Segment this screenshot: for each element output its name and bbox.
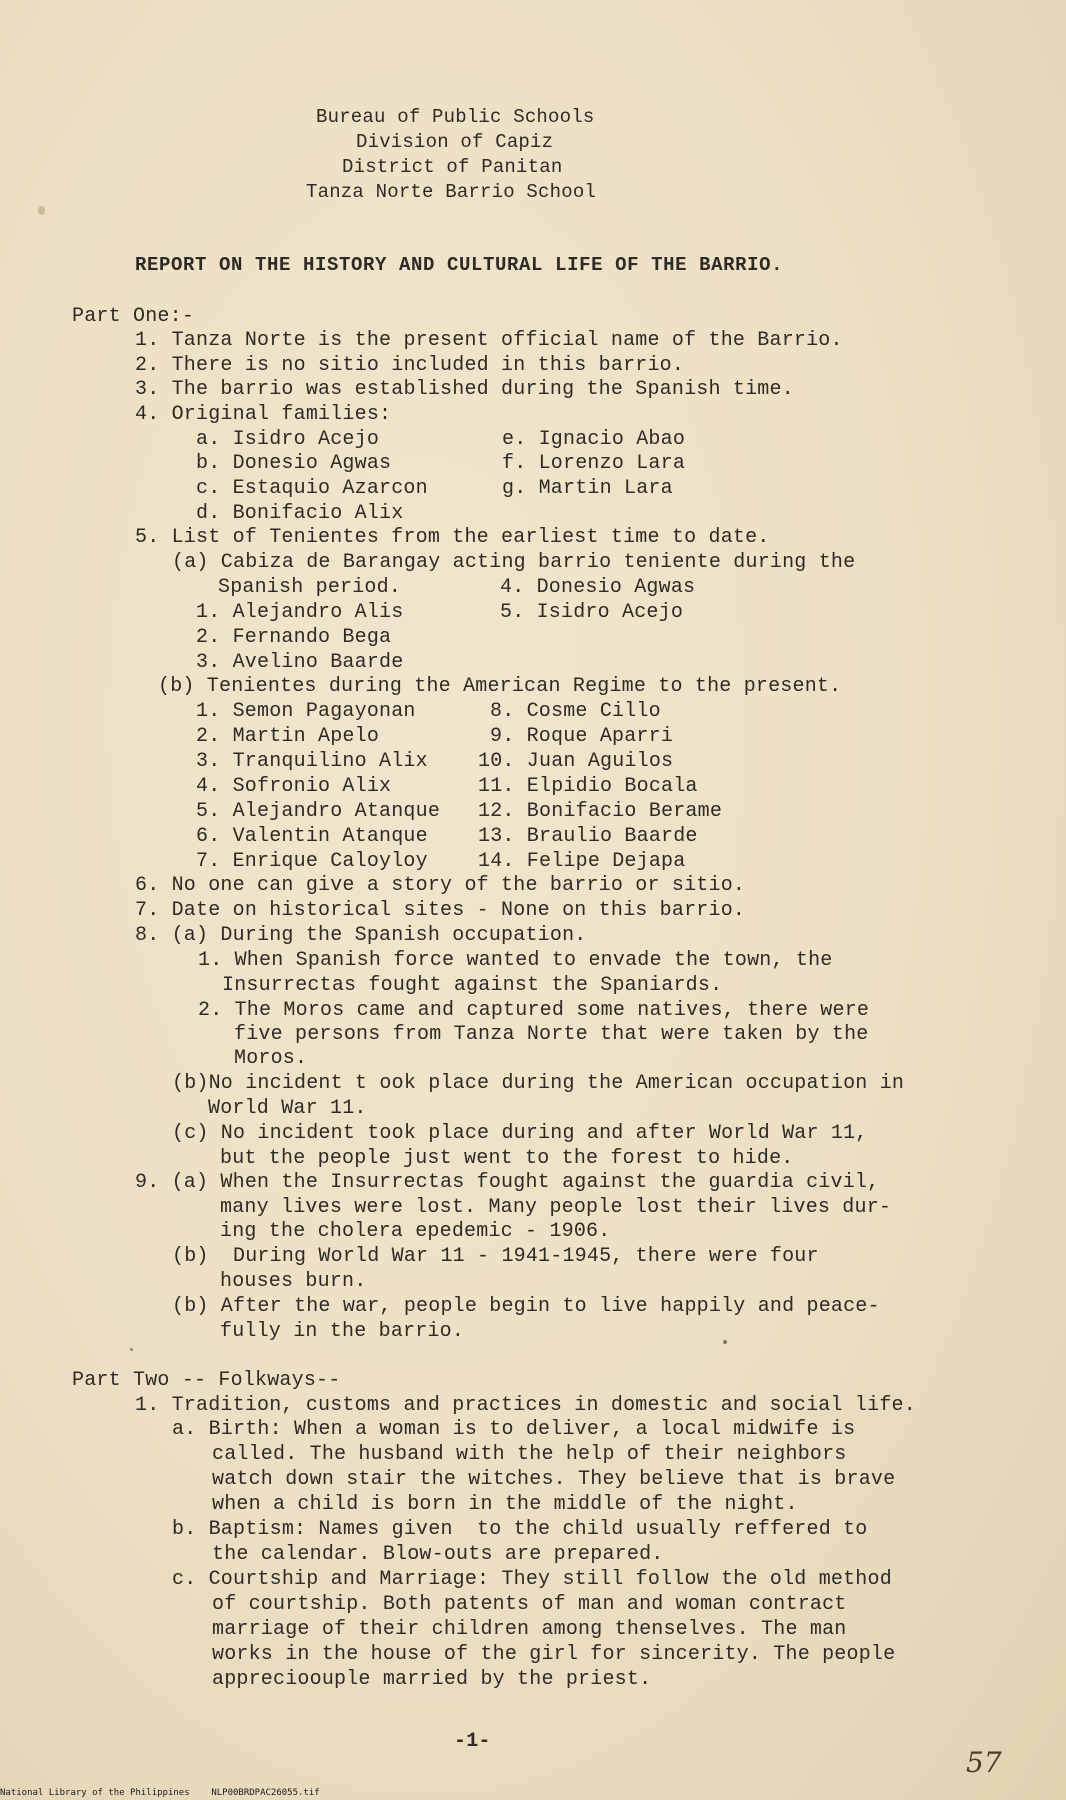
item-9a-cont: ing the cholera epedemic - 1906. [220, 1220, 611, 1243]
teniente-entry: 9. Roque Aparri [490, 725, 674, 748]
teniente-entry: 8. Cosme Cillo [490, 700, 661, 723]
teniente-entry: 2. Fernando Bega [196, 626, 392, 649]
item-4: 4. Original families: [135, 403, 392, 426]
family-entry: d. Bonifacio Alix [196, 502, 404, 525]
paper-stain [38, 206, 45, 215]
teniente-entry: 4. Donesio Agwas [500, 576, 696, 599]
header-district: District of Panitan [342, 156, 563, 178]
courtship-paragraph: c. Courtship and Marriage: They still follow the old method [172, 1568, 892, 1591]
item-9a-cont: many lives were lost. Many people lost their lives dur- [220, 1196, 892, 1219]
header-bureau: Bureau of Public Schools [316, 106, 595, 128]
birth-paragraph: when a child is born in the middle of the night. [212, 1493, 798, 1516]
item-8c-cont: but the people just went to the forest to hide. [220, 1147, 794, 1170]
item-2: 2. There is no sitio included in this barrio. [135, 354, 685, 377]
item-8-2-cont: Moros. [234, 1047, 308, 1070]
folkways-item-1: 1. Tradition, customs and practices in domestic and social life. [135, 1394, 916, 1417]
teniente-entry: 11. Elpidio Bocala [478, 775, 698, 798]
report-title: REPORT ON THE HISTORY AND CULTURAL LIFE OF THE BARRIO. [135, 254, 784, 276]
item-8-2: 2. The Moros came and captured some natives, there were [198, 999, 870, 1022]
item-8-2-cont: five persons from Tanza Norte that were taken by the [234, 1023, 869, 1046]
item-6: 6. No one can give a story of the barrio or sitio. [135, 874, 746, 897]
courtship-paragraph: marriage of their children among thenselves. The man [212, 1618, 847, 1641]
item-1: 1. Tanza Norte is the present official name of the Barrio. [135, 329, 843, 352]
archive-footer: National Library of the Philippines NLP00BRDPAC26055.tif [0, 1788, 320, 1798]
teniente-entry: 3. Avelino Baarde [196, 651, 404, 674]
part-one-heading: Part One:- [72, 305, 195, 328]
teniente-entry: 14. Felipe Dejapa [478, 850, 686, 873]
part-two-heading: Part Two -- Folkways-- [72, 1369, 341, 1392]
family-entry: b. Donesio Agwas [196, 452, 392, 475]
birth-paragraph: a. Birth: When a woman is to deliver, a local midwife is [172, 1418, 856, 1441]
paper-speck [723, 1340, 727, 1344]
item-5a-cont: Spanish period. [218, 576, 402, 599]
item-8-1: 1. When Spanish force wanted to envade the town, the [198, 949, 833, 972]
family-entry: g. Martin Lara [502, 477, 673, 500]
item-8-1-cont: Insurrectas fought against the Spaniards. [222, 974, 723, 997]
header-school: Tanza Norte Barrio School [306, 181, 597, 203]
birth-paragraph: called. The husband with the help of their neighbors [212, 1443, 847, 1466]
teniente-entry: 1. Alejandro Alis [196, 601, 404, 624]
birth-paragraph: watch down stair the witches. They believe that is brave [212, 1468, 896, 1491]
item-8b-cont: World War 11. [208, 1097, 367, 1120]
handwritten-page-mark: 57 [966, 1746, 1002, 1779]
item-9a: 9. (a) When the Insurrectas fought against the guardia civil, [135, 1171, 880, 1194]
item-9c: (b) After the war, people begin to live happily and peace- [172, 1295, 880, 1318]
teniente-entry: 10. Juan Aguilos [478, 750, 674, 773]
teniente-entry: 5. Isidro Acejo [500, 601, 684, 624]
teniente-entry: 1. Semon Pagayonan [196, 700, 416, 723]
item-3: 3. The barrio was established during the Spanish time. [135, 378, 794, 401]
paper-speck [130, 1348, 133, 1351]
courtship-paragraph: works in the house of the girl for sincerity. The people [212, 1643, 896, 1666]
item-9c-cont: fully in the barrio. [220, 1320, 465, 1343]
teniente-entry: 6. Valentin Atanque [196, 825, 428, 848]
teniente-entry: 7. Enrique Caloyloy [196, 850, 428, 873]
item-9b: (b) During World War 11 - 1941-1945, there were four [172, 1245, 819, 1268]
family-entry: f. Lorenzo Lara [502, 452, 686, 475]
teniente-entry: 13. Braulio Baarde [478, 825, 698, 848]
page-number: -1- [454, 1730, 491, 1753]
family-entry: c. Estaquio Azarcon [196, 477, 428, 500]
teniente-entry: 5. Alejandro Atanque [196, 800, 441, 823]
item-5: 5. List of Tenientes from the earliest time to date. [135, 526, 770, 549]
baptism-paragraph: b. Baptism: Names given to the child usually reffered to [172, 1518, 868, 1541]
item-5a: (a) Cabiza de Barangay acting barrio teniente during the [172, 551, 856, 574]
family-entry: a. Isidro Acejo [196, 428, 380, 451]
item-5b: (b) Tenientes during the American Regime to the present. [158, 675, 842, 698]
courtship-paragraph: of courtship. Both patents of man and woman contract [212, 1593, 847, 1616]
item-8c: (c) No incident took place during and after World War 11, [172, 1122, 868, 1145]
item-8b: (b)No incident t ook place during the American occupation in [172, 1072, 905, 1095]
family-entry: e. Ignacio Abao [502, 428, 686, 451]
item-8: 8. (a) During the Spanish occupation. [135, 924, 587, 947]
teniente-entry: 4. Sofronio Alix [196, 775, 392, 798]
teniente-entry: 12. Bonifacio Berame [478, 800, 723, 823]
item-7: 7. Date on historical sites - None on this barrio. [135, 899, 746, 922]
header-division: Division of Capiz [356, 131, 554, 153]
item-9b-cont: houses burn. [220, 1270, 367, 1293]
teniente-entry: 3. Tranquilino Alix [196, 750, 428, 773]
teniente-entry: 2. Martin Apelo [196, 725, 380, 748]
courtship-paragraph: apprecioouple married by the priest. [212, 1668, 652, 1691]
baptism-paragraph: the calendar. Blow-outs are prepared. [212, 1543, 664, 1566]
